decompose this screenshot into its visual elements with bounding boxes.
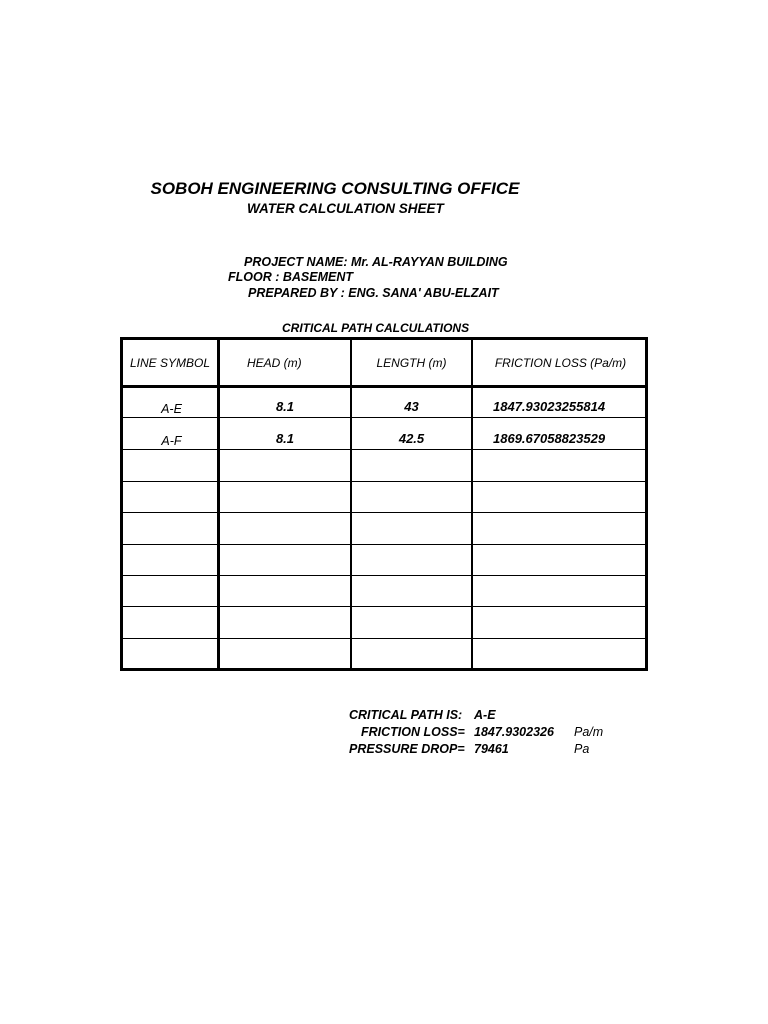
floor-line: FLOOR : BASEMENT <box>228 270 353 284</box>
cell-head: 8.1 <box>275 399 295 414</box>
column-divider <box>350 340 352 668</box>
row-divider <box>123 544 645 545</box>
row-divider <box>123 638 645 639</box>
column-header-friction-loss: FRICTION LOSS (Pa/m) <box>494 356 627 370</box>
cell-line-symbol: A-F <box>161 434 182 448</box>
cell-length: 42.5 <box>398 431 425 446</box>
column-divider <box>471 340 473 668</box>
column-divider <box>217 340 220 668</box>
column-header-head: HEAD (m) <box>247 356 302 370</box>
cell-friction-loss: 1869.67058823529 <box>493 431 606 446</box>
pressure-drop-value: 79461 <box>474 742 509 756</box>
critical-path-table <box>120 337 648 671</box>
critical-path-label: CRITICAL PATH IS: <box>349 708 463 722</box>
sheet-title: WATER CALCULATION SHEET <box>247 201 444 216</box>
company-title: SOBOH ENGINEERING CONSULTING OFFICE <box>150 179 520 198</box>
row-divider <box>123 417 645 418</box>
table-title: CRITICAL PATH CALCULATIONS <box>282 321 470 335</box>
friction-loss-value: 1847.9302326 <box>474 725 554 739</box>
row-divider <box>123 606 645 607</box>
prepared-by-line: PREPARED BY : ENG. SANA' ABU-ELZAIT <box>248 286 499 300</box>
pressure-drop-unit: Pa <box>574 742 590 756</box>
friction-loss-label: FRICTION LOSS= <box>361 725 465 739</box>
project-name-line: PROJECT NAME: Mr. AL-RAYYAN BUILDING <box>244 255 508 269</box>
cell-length: 43 <box>404 399 419 414</box>
column-header-line-symbol: LINE SYMBOL <box>129 356 211 370</box>
cell-head: 8.1 <box>275 431 295 446</box>
pressure-drop-label: PRESSURE DROP= <box>349 742 465 756</box>
cell-line-symbol: A-E <box>161 402 182 416</box>
row-divider <box>123 481 645 482</box>
critical-path-value: A-E <box>474 708 496 722</box>
row-divider <box>123 575 645 576</box>
header-divider <box>123 385 645 388</box>
row-divider <box>123 449 645 450</box>
row-divider <box>123 512 645 513</box>
cell-friction-loss: 1847.93023255814 <box>493 399 606 414</box>
friction-loss-unit: Pa/m <box>574 725 604 739</box>
column-header-length: LENGTH (m) <box>376 356 447 370</box>
